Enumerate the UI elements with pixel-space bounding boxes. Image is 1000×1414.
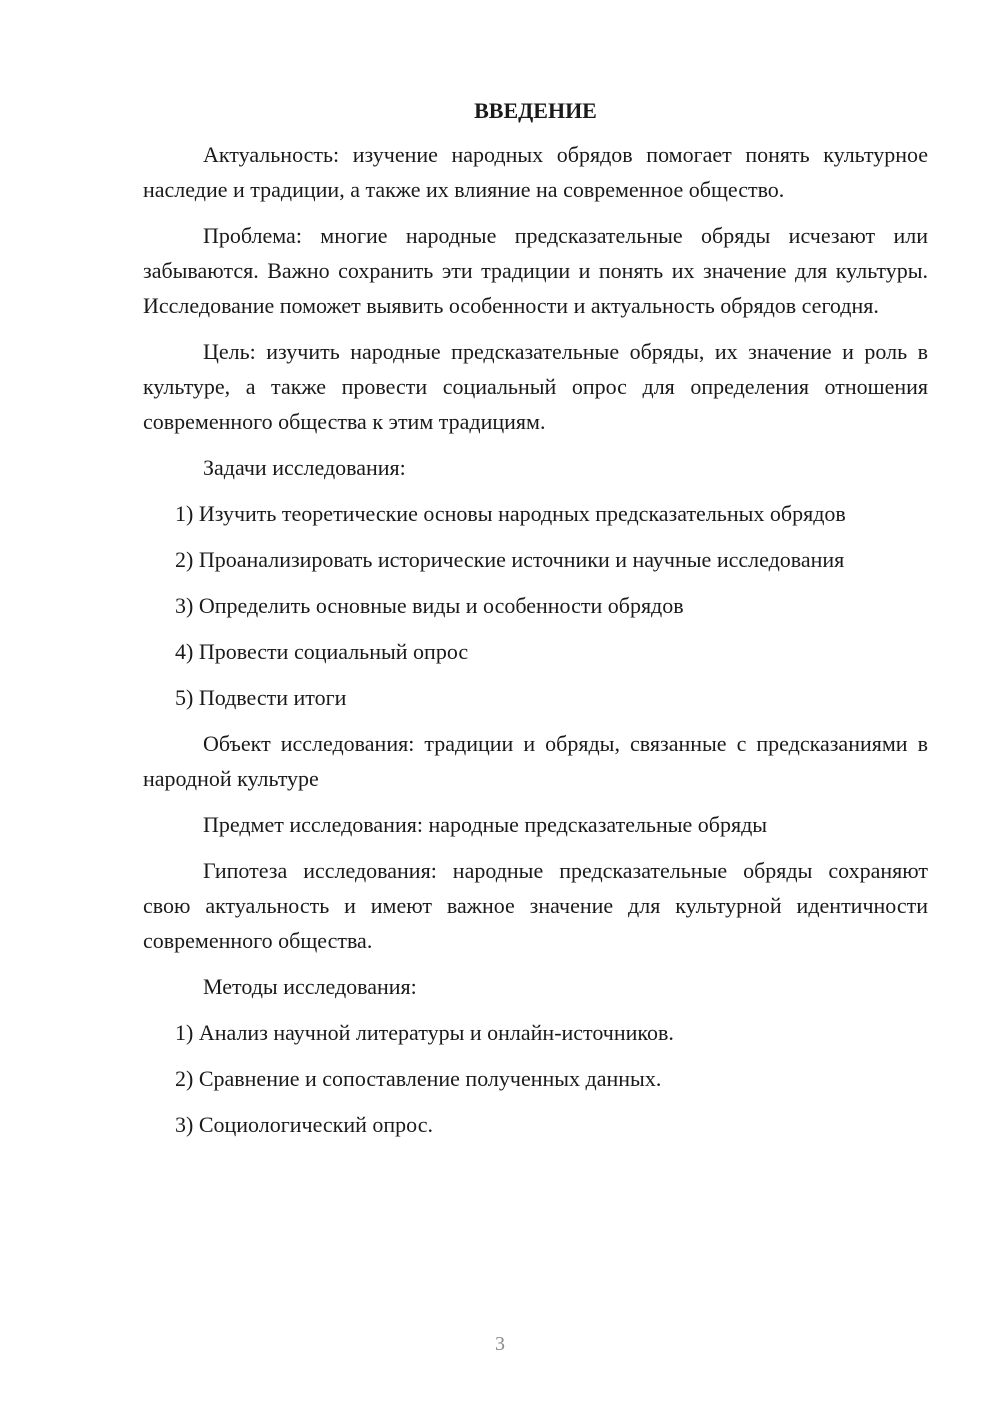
document-body (143, 96, 928, 1153)
problem-paragraph: Проблема: многие народные предсказательные обряды исчезают или забываются. Важно сохранить эти традиции и понять их значение для культуры. Исследование поможет выявить особенности и актуальность обрядов сегодня. (143, 223, 928, 318)
task-item: 4) Провести социальный опрос (175, 639, 469, 664)
methods-heading: Методы исследования: (203, 974, 417, 999)
subject-paragraph: Предмет исследования: народные предсказательные обряды (203, 812, 768, 837)
task-item: 1) Изучить теоретические основы народных предсказательных обрядов (175, 501, 846, 526)
tasks-heading: Задачи исследования: (203, 455, 406, 480)
task-item: 5) Подвести итоги (175, 685, 347, 710)
object-paragraph: Объект исследования: традиции и обряды, связанные с предсказаниями в народной культуре (143, 731, 928, 791)
goal-paragraph: Цель: изучить народные предсказательные обряды, их значение и роль в культуре, а также провести социальный опрос для определения отношения современного общества к этим традициям. (143, 339, 928, 434)
task-item: 3) Определить основные виды и особенности обрядов (175, 593, 684, 618)
hypothesis-paragraph: Гипотеза исследования: народные предсказательные обряды сохраняют свою актуальность и имеют важное значение для культурной идентичности современного общества. (143, 858, 928, 953)
relevance-paragraph: Актуальность: изучение народных обрядов помогает понять культурное наследие и традиции, а также их влияние на современное общество. (143, 142, 928, 202)
method-item: 3) Социологический опрос. (175, 1112, 433, 1137)
method-item: 1) Анализ научной литературы и онлайн-источников. (175, 1020, 674, 1045)
page-title: ВВЕДЕНИЕ (474, 98, 597, 123)
method-item: 2) Сравнение и сопоставление полученных данных. (175, 1066, 662, 1091)
page-number: 3 (495, 1333, 505, 1355)
task-item: 2) Проанализировать исторические источники и научные исследования (175, 547, 845, 572)
